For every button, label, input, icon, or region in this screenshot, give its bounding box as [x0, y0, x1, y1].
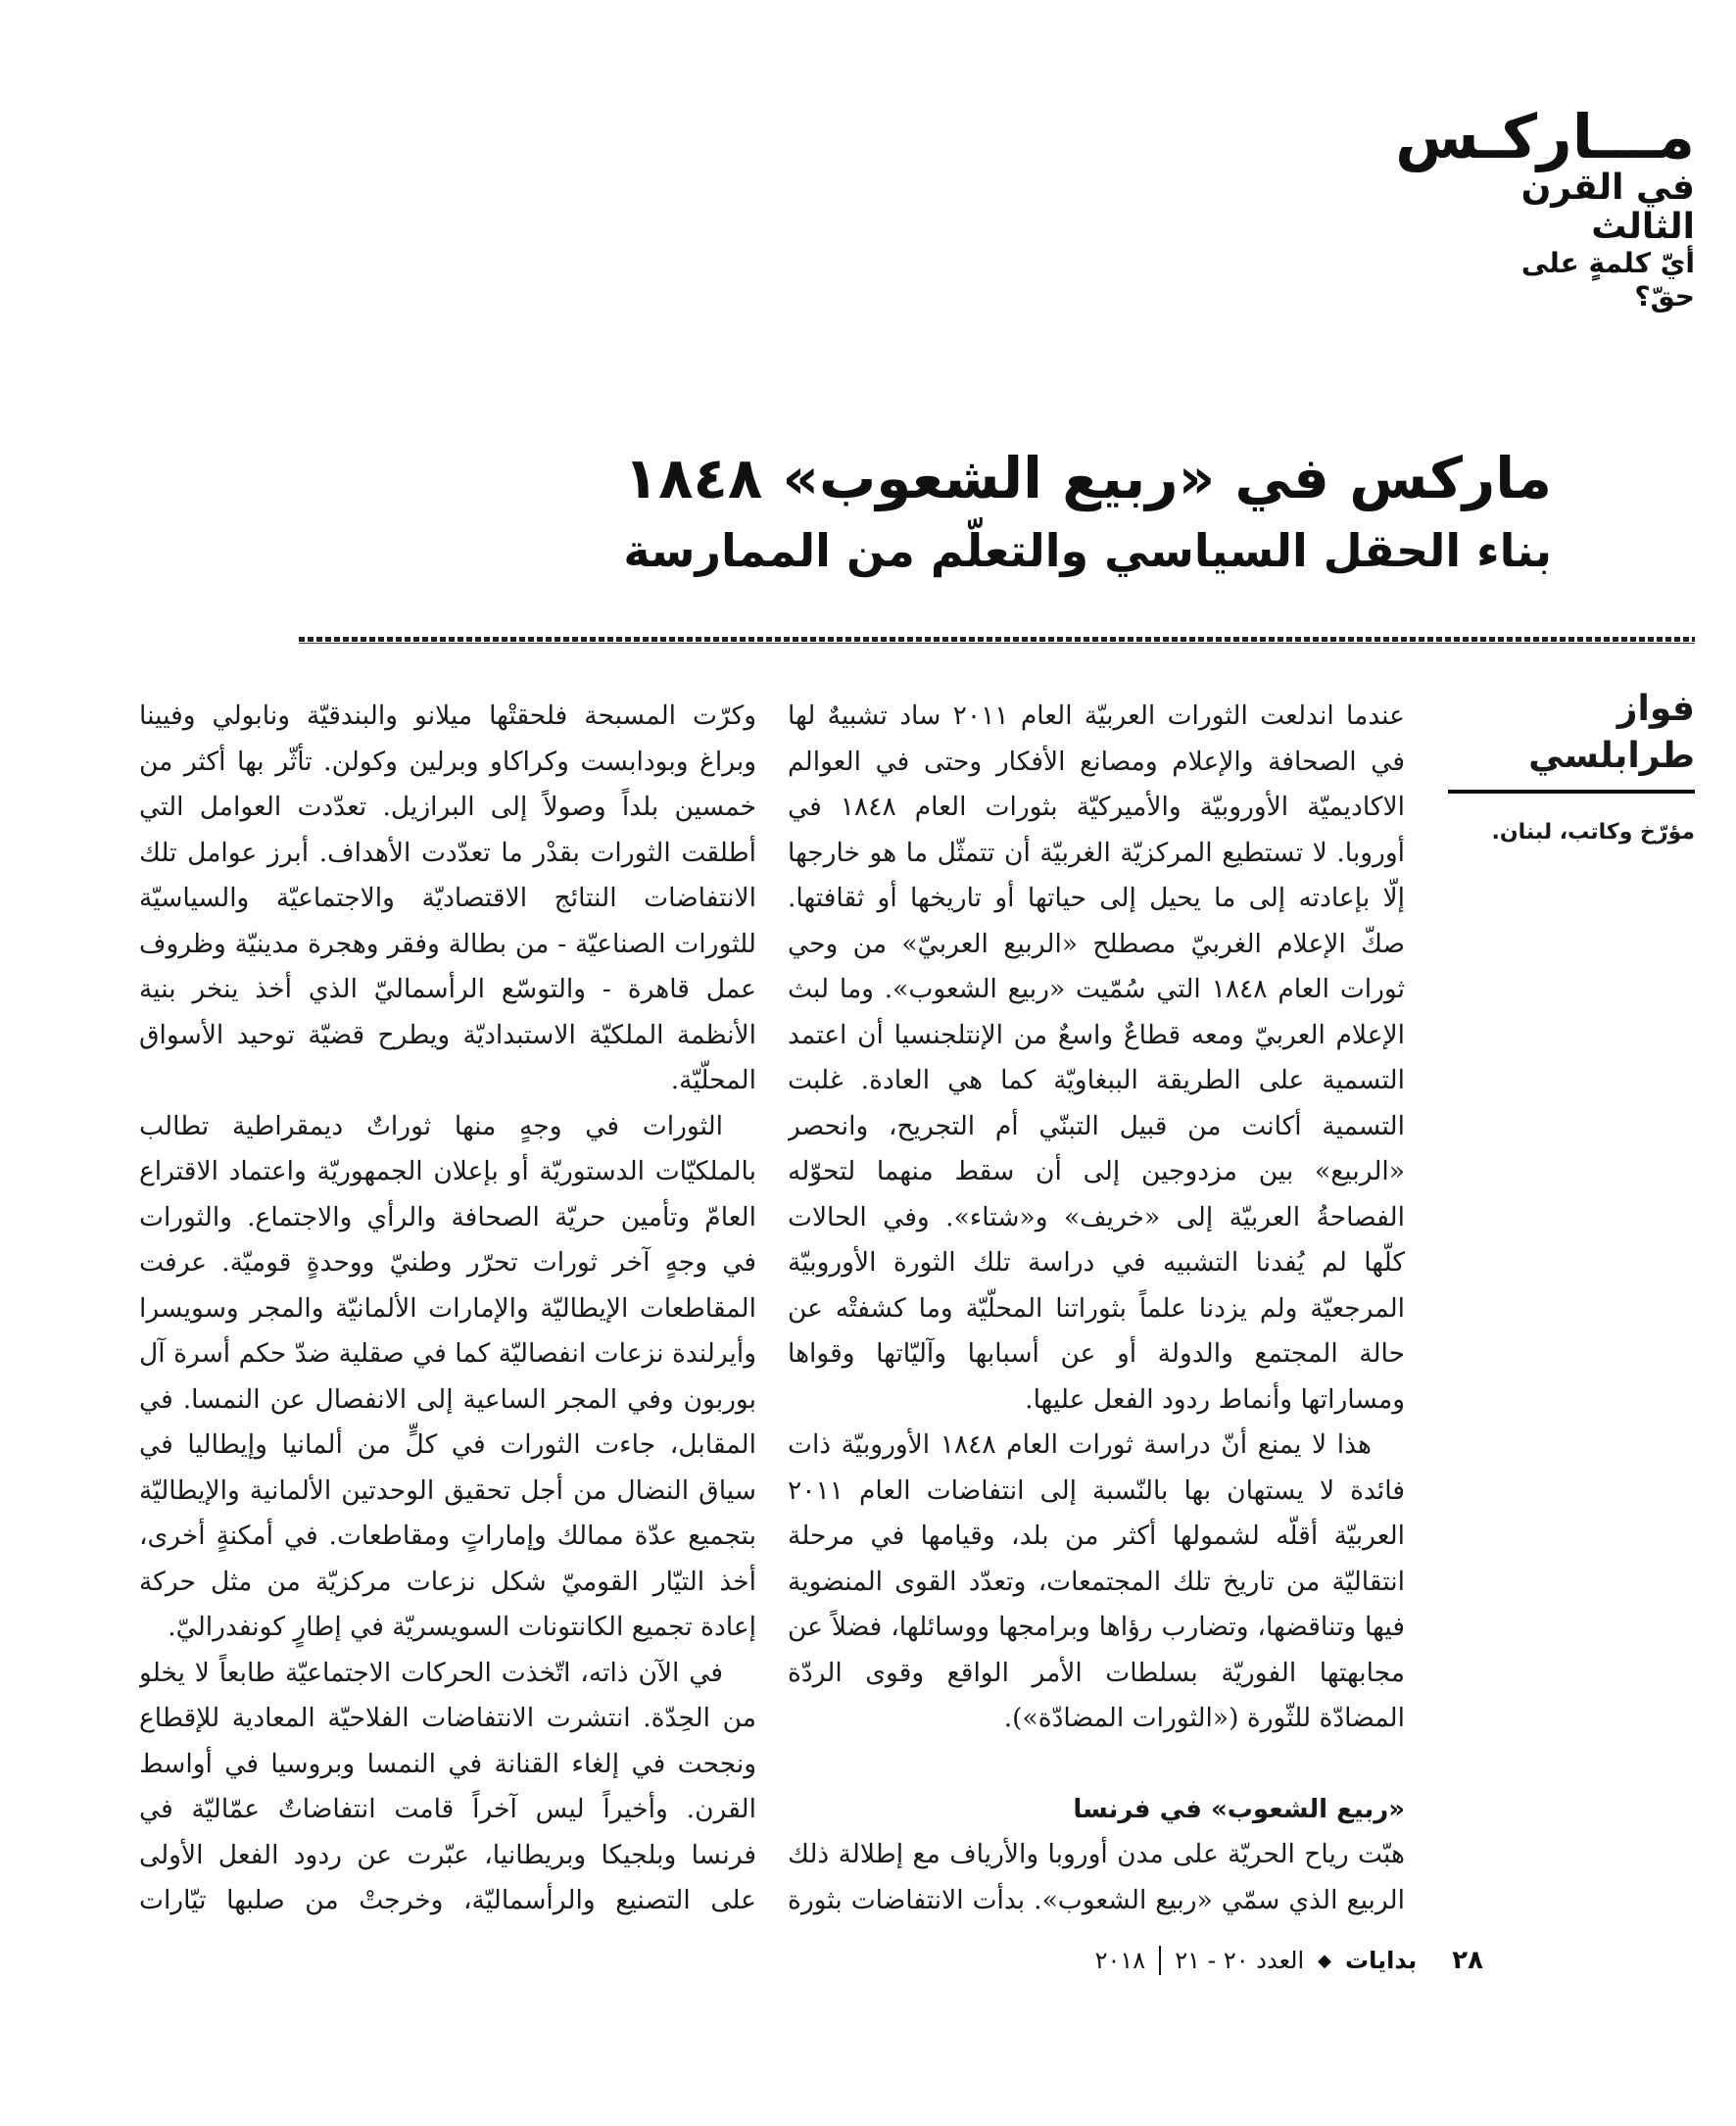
text-column-right — [788, 694, 1405, 1918]
issue-number: العدد ٢٠ - ٢١ — [1175, 1947, 1305, 1974]
paragraph: وكرّت المسبحة فلحقتْها ميلانو والبندقيّة ونابولي وفيينا وبراغ وبودابست وكراكاو وبرلين وكولن. تأثّر بها أكثر من خمسين بلداً وصولاً إلى البرازيل. تعدّدت العوامل التي أطلقت الثورات بقدْر ما تعدّدت الأهداف. أبرز عوامل تلك الانتفاضات النتائج الاقتصاديّة والاجتماعيّة والسياسيّة للثورات الصناعيّة - من بطالة وفقر وهجرة مدينيّة وظروف عمل قاهرة - والتوسّع الرأسماليّ الذي أخذ ينخر بنية الأنظمة الملكيّة الاستبداديّة ويطرح قضيّة توحيد الأسواق المحلّيّة. — [139, 701, 756, 1095]
author-description: مؤرّخ وكاتب، لبنان. — [1491, 820, 1695, 845]
article-subtitle: بناء الحقل السياسي والتعلّم من الممارسة — [623, 524, 1552, 577]
author-name: فواز طرابلسي — [1448, 686, 1695, 794]
paragraph: عندما اندلعت الثورات العربيّة العام ٢٠١١ ساد تشبيهٌ لها في الصحافة والإعلام ومصانع الأفكار وحتى في العوالم الاكاديميّة الأوروبيّة والأميركيّة بثورات العام ١٨٤٨ في أوروبا. لا تستطيع المركزيّة الغربيّة أن تتمثّل ما هو خارجها إلّا بإعادته إلى ما يحيل إلى حياتها أو تاريخها أو ثقافتها. صكّ الإعلام الغربيّ مصطلح «الربيع العربيّ» من وحي ثورات العام ١٨٤٨ التي سُمّيت «ربيع الشعوب». وما لبث الإعلام العربيّ ومعه قطاعٌ واسعٌ من الإنتلجنسيا أن اعتمد التسمية على الطريقة الببغاويّة كما هي العادة. غلبت التسمية أكانت من قبيل التبنّي أم التجريح، وانحصر «الربيع» بين مزدوجين إلى أن سقط منهما لتحوّله الفصاحةُ العربيّة إلى «خريف» و«شتاء». وفي الحالات كلّها لم يُفدنا التشبيه في دراسة تلك الثورة الأوروبيّة المرجعيّة ولم يزدنا علماً بثوراتنا المحلّيّة وما كشفتْه عن حالة المجتمع والدولة أو عن أسبابها وآليّاتها وقواها ومساراتها وأنماط ردود الفعل عليها. — [788, 701, 1405, 1415]
publication-name: بدايات — [1345, 1947, 1418, 1974]
paragraph: هذا لا يمنع أنّ دراسة ثورات العام ١٨٤٨ الأوروبيّة ذات فائدة لا يستهان بها بالنّسبة إلى انتفاضات العام ٢٠١١ العربيّة أقلّه لشمولها أكثر من بلد، وقيامها في مرحلة انتقاليّة من تاريخ تلك المجتمعات، وتعدّد القوى المنضوية فيها وتناقضها، وتضارب رؤاها وبرامجها ووسائلها، فضلاً عن مجابهتها الفوريّة بسلطات الأمر الواقع وقوى الردّة المضادّة للثّورة («الثورات المضادّة»). — [788, 1429, 1405, 1733]
footer-separator — [1159, 1946, 1161, 1975]
series-logo — [1395, 101, 1695, 314]
author-block — [1448, 686, 1695, 852]
logo-line-1: مـــاركـس — [1395, 101, 1695, 172]
paragraph: في الآن ذاته، اتّخذت الحركات الاجتماعيّة طابعاً لا يخلو من الحِدّة. انتشرت الانتفاضات الفلاحيّة المعادية للإقطاع ونجحت في إلغاء القنانة في النمسا وبروسيا في أواسط القرن. وأخيراً ليس آخراً قامت انتفاضاتٌ عمّاليّة في فرنسا وبلجيكا وبريطانيا، عبّرت عن ردود الفعل الأولى على التصنيع والرأسماليّة، وخرجتْ من صلبها تيّارات — [139, 1657, 756, 1915]
issue-year: ٢٠١٨ — [1094, 1947, 1146, 1974]
logo-line-3: أيّ كلمةٍ على حقّ؟ — [1520, 247, 1695, 313]
page-footer — [1095, 1946, 1483, 1975]
dotted-divider — [299, 637, 1695, 642]
logo-line-2: في القرن الثالث — [1520, 168, 1695, 247]
paragraph: الثورات في وجهٍ منها ثوراتٌ ديمقراطية تطالب بالملكيّات الدستوريّة أو بإعلان الجمهوريّة واعتماد الاقتراع العامّ وتأمين حريّة الصحافة والرأي والاجتماع. والثورات في وجهٍ آخر ثورات تحرّر وطنيّ ووحدةٍ قوميّة. عرفت المقاطعات الإيطاليّة والإمارات الألمانيّة والمجر وسويسرا وأيرلندة نزعات انفصاليّة كما في صقلية ضدّ حكم أسرة آل بوربون وفي المجر الساعية إلى الانفصال عن النمسا. في المقابل، جاءت الثورات في كلٍّ من ألمانيا وإيطاليا في سياق النضال من أجل تحقيق الوحدتين الألمانية والإيطاليّة بتجميع عدّة ممالك وإماراتٍ ومقاطعات. في أمكنةٍ أخرى، أخذ التيّار القوميّ شكل نزعات مركزيّة من مثل حركة إعادة تجميع الكانتونات السويسريّة في إطارٍ كونفدراليّ. — [139, 1110, 756, 1642]
paragraph: هبّت رياح الحريّة على مدن أوروبا والأرياف مع إطلالة ذلك الربيع الذي سمّي «ربيع الشعوب». بدأت الانتفاضات بثورة — [788, 1839, 1405, 1915]
text-column-left — [139, 694, 756, 1918]
page-number: ٢٨ — [1452, 1946, 1483, 1975]
article-title: ماركس في «ربيع الشعوب» ١٨٤٨ — [623, 445, 1552, 511]
section-heading: «ربيع الشعوب» في فرنسا — [1073, 1794, 1405, 1824]
article-header — [474, 441, 1552, 582]
diamond-icon: ◆ — [1318, 1950, 1331, 1971]
